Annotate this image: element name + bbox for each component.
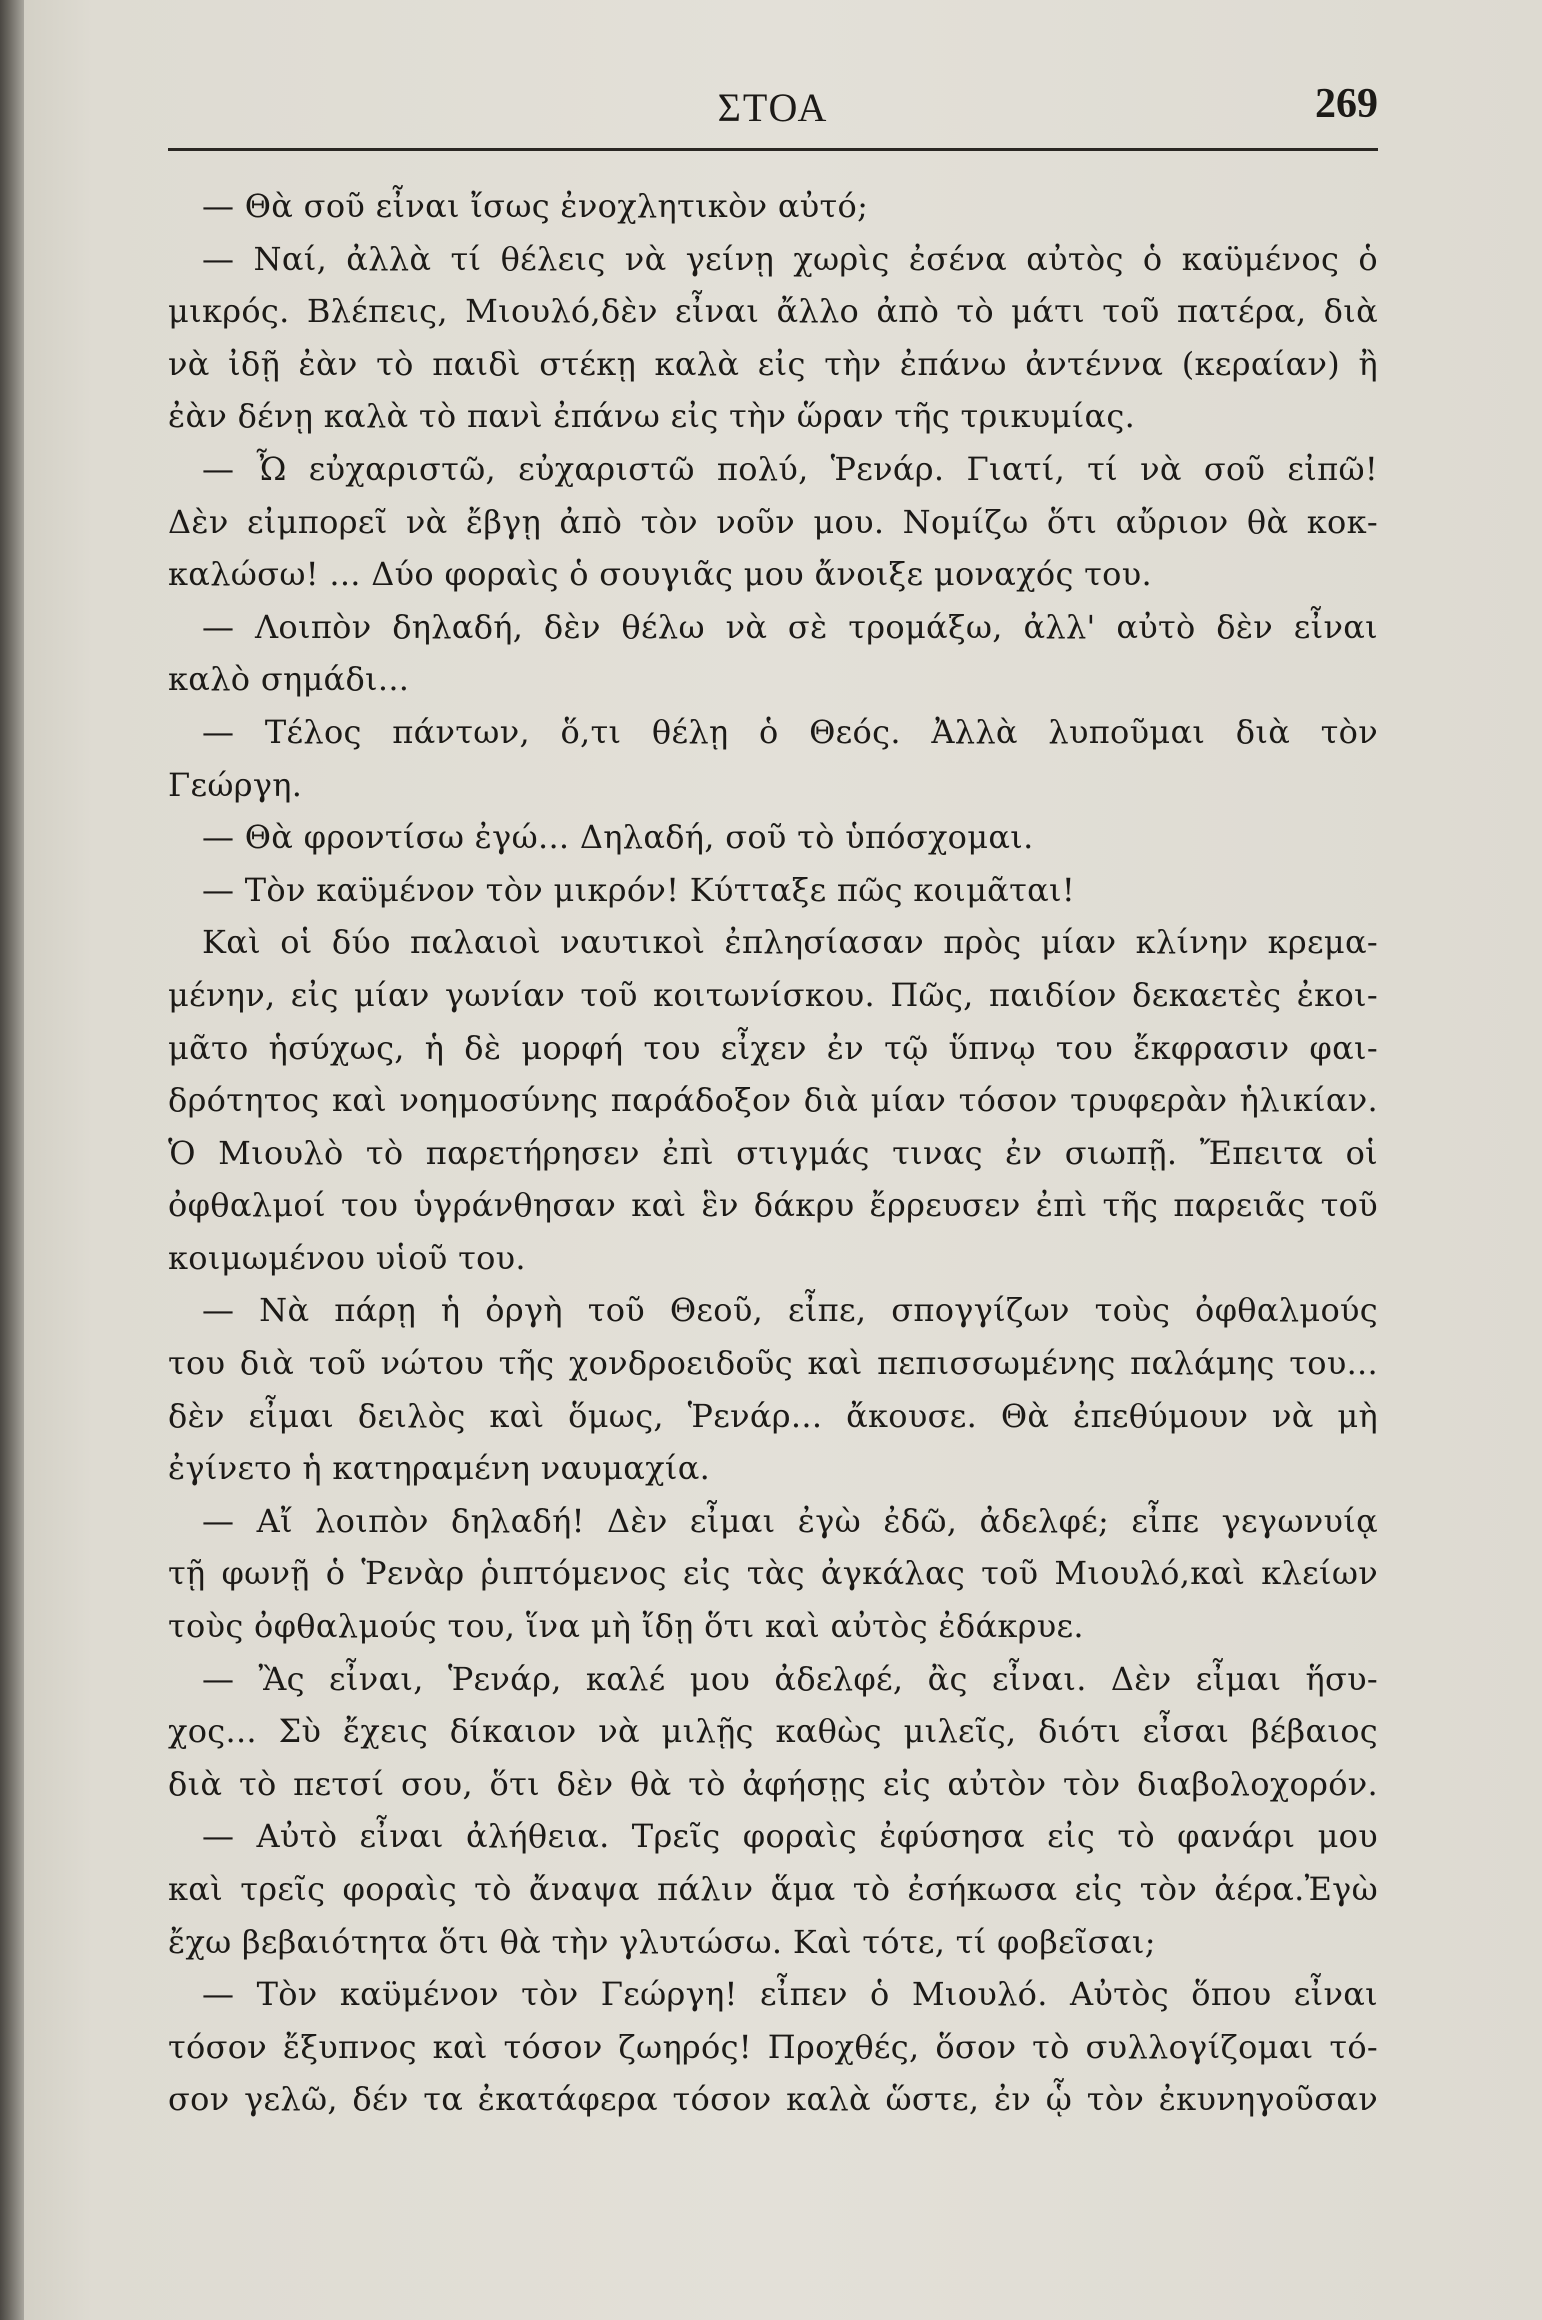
text-line: — Νὰ πάρῃ ἡ ὀργὴ τοῦ Θεοῦ, εἶπε, σπογγίζων τοὺς ὀφθαλμούς xyxy=(202,1291,1378,1330)
text-line: — Αὐτὸ εἶναι ἀλήθεια. Τρεῖς φοραὶς ἐφύσησα εἰς τὸ φανάρι μου xyxy=(202,1817,1378,1856)
text-line: Ὁ Μιουλὸ τὸ παρετήρησεν ἐπὶ στιγμάς τινας ἐν σιωπῇ. Ἔπειτα οἱ xyxy=(168,1133,1378,1172)
text-line: χος... Σὺ ἔχεις δίκαιον νὰ μιλῇς καθὼς μιλεῖς, διότι εἶσαι βέβαιος xyxy=(168,1712,1378,1751)
text-line: — Ναί, ἀλλὰ τί θέλεις νὰ γείνῃ χωρὶς ἐσένα αὐτὸς ὁ καϋμένος ὁ xyxy=(202,239,1378,278)
text-line: τόσον ἔξυπνος καὶ τόσον ζωηρός! Προχθές, ὅσον τὸ συλλογίζομαι τό- xyxy=(168,2027,1378,2066)
text-line: ἔχω βεβαιότητα ὅτι θὰ τὴν γλυτώσω. Καὶ τότε, τί φοβεῖσαι; xyxy=(168,1922,1156,1961)
text-line: — Αἴ λοιπὸν δηλαδή! Δὲν εἶμαι ἐγὼ ἐδῶ, ἀδελφέ; εἶπε γεγωνυίᾳ xyxy=(202,1501,1378,1540)
text-line: καλὸ σημάδι... xyxy=(168,660,410,699)
text-line: νὰ ἰδῇ ἐὰν τὸ παιδὶ στέκῃ καλὰ εἰς τὴν ἐπάνω ἀντέννα (κεραίαν) ἢ xyxy=(168,344,1378,383)
text-line: — Θὰ φροντίσω ἐγώ... Δηλαδή, σοῦ τὸ ὑπόσχομαι. xyxy=(202,818,1034,857)
page-header xyxy=(168,78,1378,138)
text-line: — Τὸν καϋμένον τὸν μικρόν! Κύτταξε πῶς κοιμᾶται! xyxy=(202,870,1075,909)
text-line: του διὰ τοῦ νώτου τῆς χονδροειδοῦς καὶ πεπισσωμένης παλάμης του... xyxy=(168,1344,1378,1383)
text-line: — Ἂς εἶναι, Ῥενάρ, καλέ μου ἀδελφέ, ἂς εἶναι. Δὲν εἶμαι ἥσυ- xyxy=(202,1659,1378,1698)
text-line: Γεώργη. xyxy=(168,765,303,804)
text-line: μένην, εἰς μίαν γωνίαν τοῦ κοιτωνίσκου. Πῶς, παιδίον δεκαετὲς ἐκοι- xyxy=(168,975,1378,1014)
book-binding-edge xyxy=(0,0,24,2320)
text-line: καλώσω! ... Δύο φοραὶς ὁ σουγιᾶς μου ἄνοιξε μοναχός του. xyxy=(168,555,1152,594)
running-title: ΣΤΟΑ xyxy=(717,85,829,130)
text-line: ἐγίνετο ἡ κατηραμένη ναυμαχία. xyxy=(168,1449,711,1488)
text-line: — Τὸν καϋμένον τὸν Γεώργη! εἶπεν ὁ Μιουλό. Αὐτὸς ὅπου εἶναι xyxy=(202,1975,1378,2014)
text-line: μᾶτο ἡσύχως, ἡ δὲ μορφή του εἶχεν ἐν τῷ ὕπνῳ του ἔκφρασιν φαι- xyxy=(168,1028,1378,1067)
text-line: — Θὰ σοῦ εἶναι ἴσως ἐνοχλητικὸν αὐτό; xyxy=(202,187,869,225)
text-line: Καὶ οἱ δύο παλαιοὶ ναυτικοὶ ἐπλησίασαν πρὸς μίαν κλίνην κρεμα- xyxy=(202,923,1378,962)
text-line: Δὲν εἰμπορεῖ νὰ ἔβγῃ ἀπὸ τὸν νοῦν μου. Νομίζω ὅτι αὔριον θὰ κοκ- xyxy=(168,502,1378,541)
text-line: — Λοιπὸν δηλαδή, δὲν θέλω νὰ σὲ τρομάξω, ἀλλ' αὐτὸ δὲν εἶναι xyxy=(202,607,1378,646)
text-line: δὲν εἶμαι δειλὸς καὶ ὅμως, Ῥενάρ... ἄκουσε. Θὰ ἐπεθύμουν νὰ μὴ xyxy=(168,1396,1378,1435)
text-line: ἐὰν δένῃ καλὰ τὸ πανὶ ἐπάνω εἰς τὴν ὥραν τῆς τρικυμίας. xyxy=(168,397,1136,436)
text-line: μικρός. Βλέπεις, Μιουλό,δὲν εἶναι ἄλλο ἀπὸ τὸ μάτι τοῦ πατέρα, διὰ xyxy=(168,292,1378,331)
text-line: δρότητος καὶ νοημοσύνης παράδοξον διὰ μίαν τόσον τρυφερὰν ἡλικίαν. xyxy=(168,1081,1378,1120)
text-line: τῇ φωνῇ ὁ Ῥενὰρ ῥιπτόμενος εἰς τὰς ἀγκάλας τοῦ Μιουλό,καὶ κλείων xyxy=(168,1554,1378,1593)
text-line: τοὺς ὀφθαλμούς του, ἵνα μὴ ἴδῃ ὅτι καὶ αὐτὸς ἐδάκρυε. xyxy=(168,1607,1084,1646)
header-rule xyxy=(168,142,1378,151)
text-line: καὶ τρεῖς φοραὶς τὸ ἄναψα πάλιν ἅμα τὸ ἐσήκωσα εἰς τὸν ἀέρα.Ἐγὼ xyxy=(168,1870,1378,1908)
text-line: — Ὦ εὐχαριστῶ, εὐχαριστῶ πολύ, Ῥενάρ. Γιατί, τί νὰ σοῦ εἰπῶ! xyxy=(202,449,1378,488)
text-line: κοιμωμένου υἱοῦ του. xyxy=(168,1238,526,1277)
body-text xyxy=(168,180,1378,2270)
text-line: — Τέλος πάντων, ὅ,τι θέλῃ ὁ Θεός. Ἀλλὰ λυποῦμαι διὰ τὸν xyxy=(202,712,1378,751)
page-number: 269 xyxy=(1315,81,1378,127)
text-line: σον γελῶ, δέν τα ἐκατάφερα τόσον καλὰ ὥστε, ἐν ᾧ τὸν ἐκυνηγοῦσαν xyxy=(168,2080,1378,2119)
text-line: διὰ τὸ πετσί σου, ὅτι δὲν θὰ τὸ ἀφήσῃς εἰς αὐτὸν τὸν διαβολοχορόν. xyxy=(168,1764,1378,1803)
text-line: ὀφθαλμοί του ὑγράνθησαν καὶ ἓν δάκρυ ἔρρευσεν ἐπὶ τῆς παρειᾶς τοῦ xyxy=(168,1186,1378,1225)
